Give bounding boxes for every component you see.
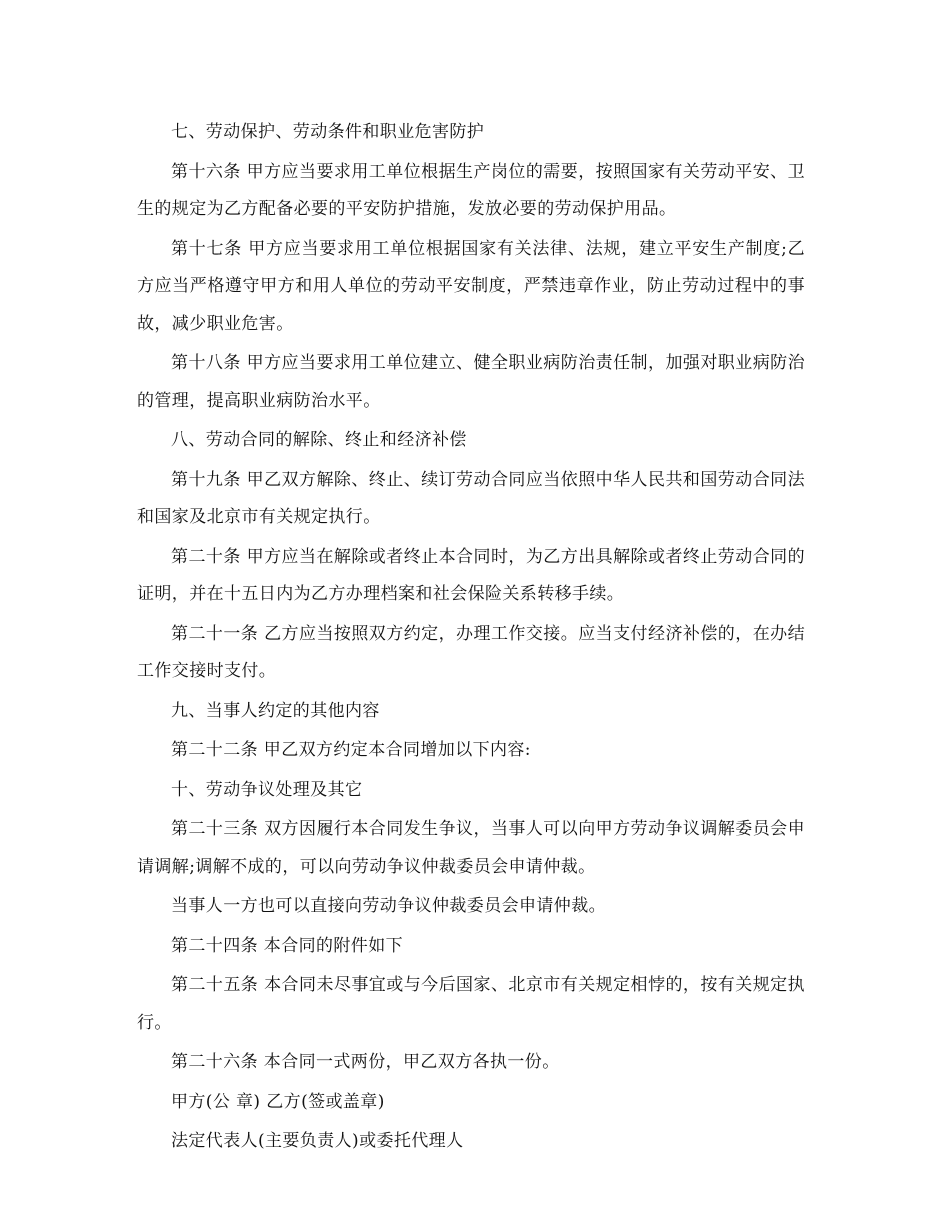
document-body (137, 114, 805, 1163)
article-22: 第二十二条 甲乙双方约定本合同增加以下内容: (171, 740, 531, 760)
article-18: 第十八条 甲方应当要求用工单位建立、健全职业病防治责任制，加强对职业病防治的管理，提高职业病防治水平。 (137, 353, 805, 411)
section-heading-8: 八、劳动合同的解除、终止和经济补偿 (171, 430, 467, 450)
article-26: 第二十六条 本合同一式两份，甲乙双方各执一份。 (171, 1052, 560, 1072)
section-heading-10: 十、劳动争议处理及其它 (171, 779, 363, 800)
legal-representative-line: 法定代表人(主要负责人)或委托代理人 (171, 1131, 464, 1151)
section-heading-9: 九、当事人约定的其他内容 (171, 700, 380, 721)
signature-parties-line: 甲方(公 章) 乙方(签或盖章) (171, 1091, 385, 1112)
article-23: 第二十三条 双方因履行本合同发生争议，当事人可以向甲方劳动争议调解委员会申请调解;调解不成的，可以向劳动争议仲裁委员会申请仲裁。 (137, 819, 805, 877)
article-16: 第十六条 甲方应当要求用工单位根据生产岗位的需要，按照国家有关劳动平安、卫生的规定为乙方配备必要的平安防护措施，发放必要的劳动保护用品。 (137, 161, 805, 219)
article-24: 第二十四条 本合同的附件如下 (171, 935, 404, 956)
article-17: 第十七条 甲方应当要求用工单位根据国家有关法律、法规，建立平安生产制度;乙方应当严格遵守甲方和用人单位的劳动平安制度，严禁违章作业，防止劳动过程中的事故，减少职业危害。 (137, 238, 805, 334)
article-20: 第二十条 甲方应当在解除或者终止本合同时，为乙方出具解除或者终止劳动合同的证明，并在十五日内为乙方办理档案和社会保险关系转移手续。 (137, 546, 805, 604)
section-heading-7: 七、劳动保护、劳动条件和职业危害防护 (171, 122, 485, 142)
article-19: 第十九条 甲乙双方解除、终止、续订劳动合同应当依照中华人民共和国劳动合同法和国家及北京市有关规定执行。 (137, 469, 805, 527)
article-21: 第二十一条 乙方应当按照双方约定，办理工作交接。应当支付经济补偿的，在办结工作交接时支付。 (137, 623, 805, 681)
article-25: 第二十五条 本合同未尽事宜或与今后国家、北京市有关规定相悖的，按有关规定执行。 (137, 975, 805, 1033)
article-23-continuation: 当事人一方也可以直接向劳动争议仲裁委员会申请仲裁。 (171, 896, 606, 916)
